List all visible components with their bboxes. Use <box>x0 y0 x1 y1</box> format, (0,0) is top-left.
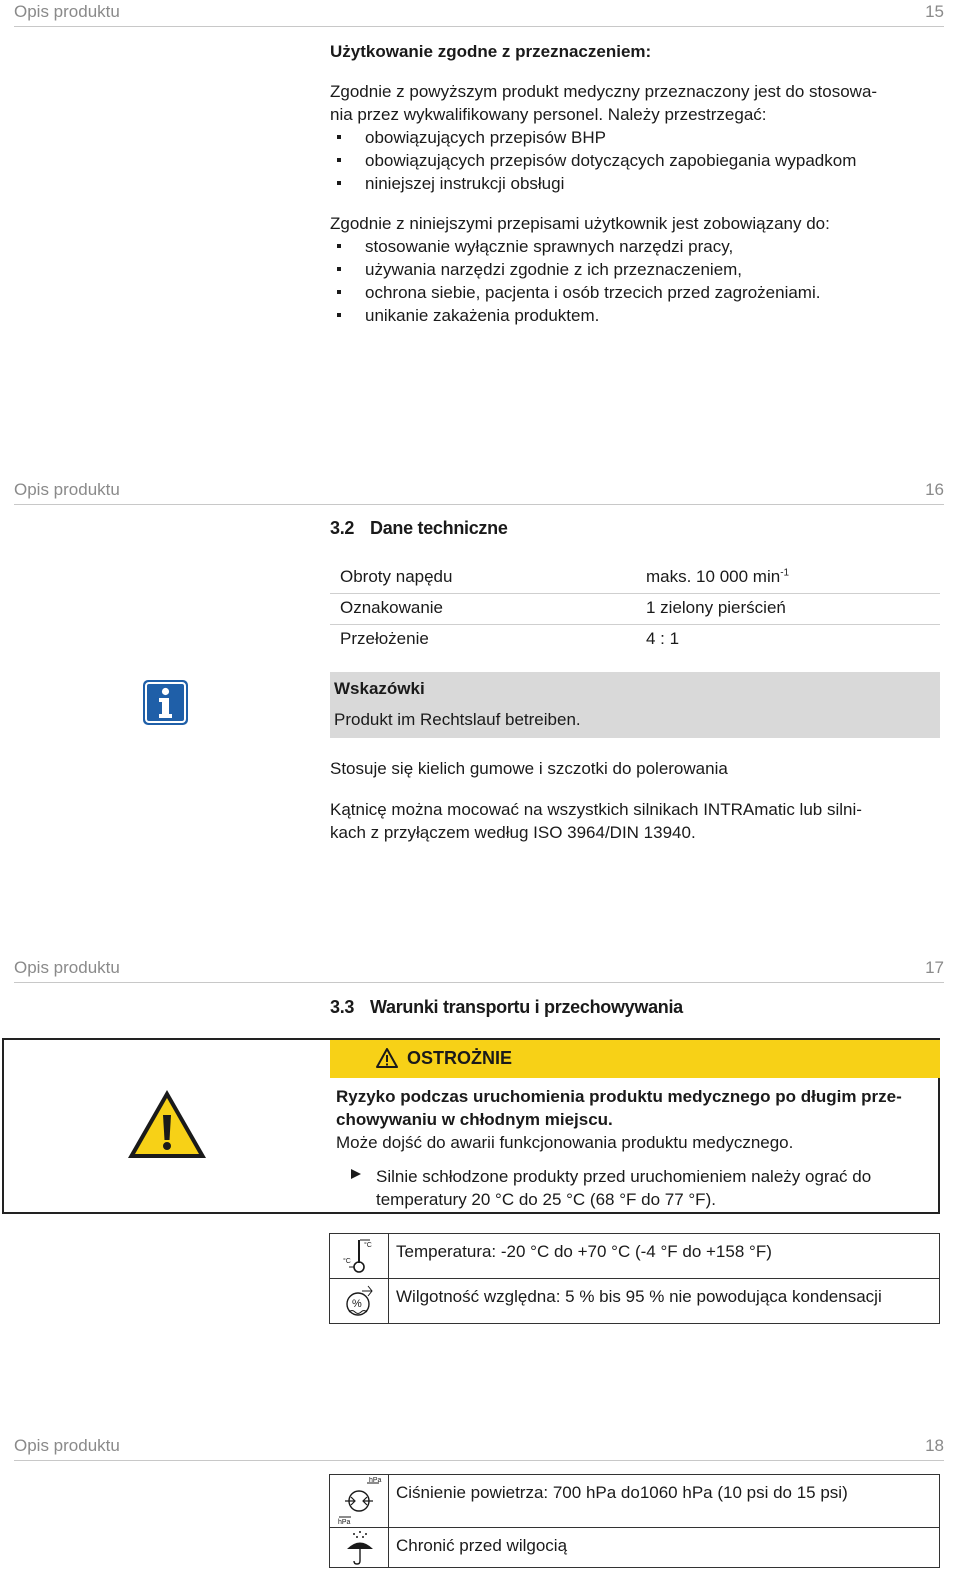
technical-data-table <box>330 563 940 655</box>
condition-text: Ciśnienie powietrza: 700 hPa do1060 hPa (10 psi do 15 psi) <box>396 1483 848 1502</box>
usage-intro-line-1: Zgodnie z powyższym produkt medyczny przeznaczony jest do stosowa- <box>330 82 878 101</box>
section-label: Dane techniczne <box>370 518 508 538</box>
table-row <box>330 563 940 594</box>
motor-compat-line-1: Kątnicę można mocować na wszystkich silnikach INTRAmatic lub silni- <box>330 800 862 819</box>
humidity-icon <box>342 1282 376 1320</box>
spec-value <box>646 567 789 587</box>
list-item: niniejszej instrukcji obsługi <box>330 172 856 195</box>
caution-action-line-2: temperatury 20 °C do 25 °C (68 °F do 77 °F). <box>376 1190 716 1209</box>
spec-label: Oznakowanie <box>340 598 444 617</box>
usage-intro <box>330 80 950 126</box>
regulations-list <box>330 126 856 195</box>
table-row <box>330 1475 939 1528</box>
pressure-bottom-label: hPa <box>338 1519 351 1525</box>
motor-compat-paragraph <box>330 798 950 844</box>
usage-intro-line-2: nia przez wykwalifikowany personel. Należy przestrzegać: <box>330 105 767 124</box>
note-title: Wskazówki <box>334 679 425 698</box>
warning-icon <box>126 1088 208 1160</box>
caution-risk <box>336 1085 936 1131</box>
page-header-16 <box>14 480 944 505</box>
condition-icon-cell <box>330 1234 389 1278</box>
list-item: stosowanie wyłącznie sprawnych narzędzi pracy, <box>330 235 820 258</box>
thermometer-icon <box>342 1237 376 1275</box>
page-number: 16 <box>925 480 944 499</box>
action-arrow-icon <box>350 1168 362 1180</box>
table-row <box>330 594 940 625</box>
page-header-17 <box>14 958 944 983</box>
spec-value: 1 zielony pierścień <box>646 598 786 617</box>
page-number: 18 <box>925 1436 944 1455</box>
list-item: unikanie zakażenia produktem. <box>330 304 820 327</box>
section-title-transport-storage <box>330 997 683 1018</box>
condition-icon-cell <box>330 1475 389 1527</box>
keep-dry-umbrella-icon <box>344 1530 376 1566</box>
motor-compat-line-2: kach z przyłączem według ISO 3964/DIN 13940. <box>330 823 696 842</box>
storage-conditions-table <box>329 1233 940 1324</box>
spec-value-exponent: -1 <box>780 567 790 579</box>
caution-label: OSTROŻNIE <box>407 1048 513 1068</box>
thermo-bottom-label: °C <box>343 1258 351 1265</box>
page-header-title: Opis produktu <box>14 958 120 977</box>
thermo-top-label: °C <box>364 1242 372 1249</box>
page-header-title: Opis produktu <box>14 1436 120 1455</box>
condition-text: Temperatura: -20 °C do +70 °C (-4 °F do +158 °F) <box>396 1242 772 1261</box>
storage-conditions-table-2 <box>329 1474 940 1568</box>
list-item: ochrona siebie, pacjenta i osób trzecich przed zagrożeniami. <box>330 281 820 304</box>
caution-header <box>330 1040 940 1078</box>
list-item: używania narzędzi zgodnie z ich przeznaczeniem, <box>330 258 820 281</box>
info-icon <box>142 679 189 726</box>
table-row <box>330 1528 939 1568</box>
user-obligations-list <box>330 235 820 327</box>
page-number: 17 <box>925 958 944 977</box>
caution-risk-line-2: chowywaniu w chłodnym miejscu. <box>336 1110 613 1129</box>
condition-text: Wilgotność względna: 5 % bis 95 % nie powodująca kondensacji <box>396 1287 882 1306</box>
air-pressure-icon <box>337 1477 383 1525</box>
caution-action <box>376 1165 941 1211</box>
condition-text: Chronić przed wilgocią <box>396 1536 568 1555</box>
page-header-18 <box>14 1436 944 1461</box>
list-item: obowiązujących przepisów BHP <box>330 126 856 149</box>
polishing-paragraph: Stosuje się kielich gumowe i szczotki do polerowania <box>330 759 728 778</box>
list-item: obowiązujących przepisów dotyczących zapobiegania wypadkom <box>330 149 856 172</box>
caution-box <box>2 1038 940 1214</box>
humidity-percent-label: % <box>352 1298 362 1310</box>
table-row <box>330 625 940 655</box>
table-row <box>330 1234 939 1279</box>
section-number: 3.2 <box>330 518 355 538</box>
section-label: Warunki transportu i przechowywania <box>370 997 683 1017</box>
caution-action-line-1: Silnie schłodzone produkty przed uruchomieniem należy ograć do <box>376 1167 872 1186</box>
note-box <box>330 672 940 738</box>
condition-icon-cell <box>330 1528 389 1568</box>
user-obligations-intro: Zgodnie z niniejszymi przepisami użytkownik jest zobowiązany do: <box>330 214 830 233</box>
spec-value: 4 : 1 <box>646 629 680 648</box>
page-number: 15 <box>925 2 944 21</box>
section-title-technical-data <box>330 518 508 539</box>
condition-icon-cell <box>330 1279 389 1323</box>
section-number: 3.3 <box>330 997 355 1017</box>
spec-label: Obroty napędu <box>340 567 453 586</box>
spec-value-text: maks. 10 000 min <box>646 567 781 586</box>
caution-consequence: Może dojść do awarii funkcjonowania produktu medycznego. <box>336 1133 794 1152</box>
caution-risk-line-1: Ryzyko podczas uruchomienia produktu medycznego po długim prze- <box>336 1087 902 1106</box>
table-row <box>330 1279 939 1323</box>
note-text: Produkt im Rechtslauf betreiben. <box>334 710 581 729</box>
warning-small-icon <box>376 1048 398 1068</box>
page-header-title: Opis produktu <box>14 2 120 21</box>
usage-heading: Użytkowanie zgodne z przeznaczeniem: <box>330 42 652 61</box>
pressure-top-label: hPa <box>369 1477 382 1484</box>
spec-label: Przełożenie <box>340 629 429 648</box>
page-header-15 <box>14 2 944 27</box>
page-header-title: Opis produktu <box>14 480 120 499</box>
